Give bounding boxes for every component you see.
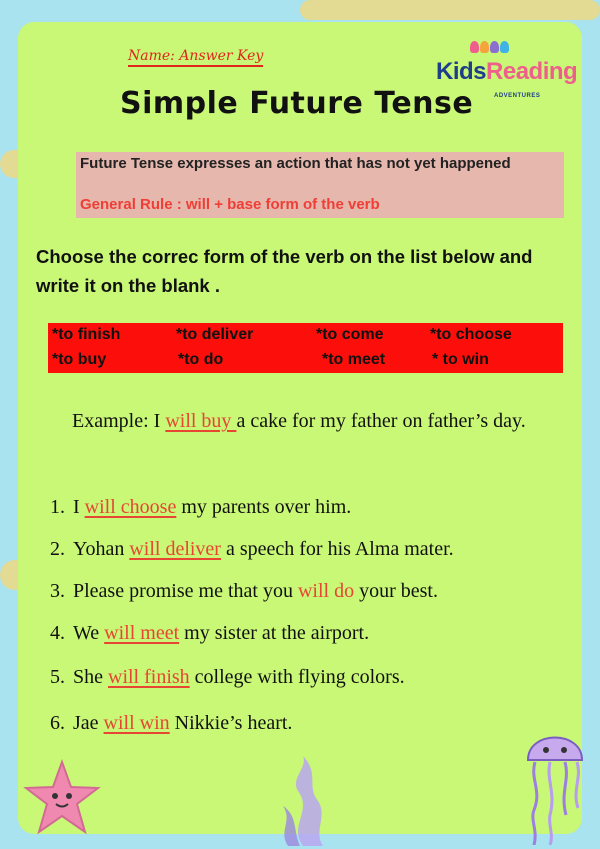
item-text-before: I — [73, 496, 85, 518]
item-number: 2. — [50, 538, 65, 560]
rule-box — [76, 152, 564, 218]
general-rule: General Rule : will + base form of the verb — [80, 196, 380, 213]
page-title: Simple Future Tense — [120, 86, 474, 121]
exercise-item — [50, 580, 438, 603]
starfish-icon — [22, 758, 102, 838]
item-text-after: my parents over him. — [176, 496, 352, 518]
item-number: 3. — [50, 580, 65, 602]
logo-subtitle: ADVENTURES — [494, 93, 541, 99]
item-text-after: a speech for his Alma mater. — [220, 538, 454, 560]
item-answer: will meet — [104, 622, 180, 644]
item-number: 1. — [50, 496, 65, 518]
verb-option: *to do — [178, 351, 224, 368]
item-answer: will choose — [84, 496, 177, 518]
item-text-after: your best. — [354, 580, 438, 602]
tense-definition: Future Tense expresses an action that has not yet happened — [80, 155, 511, 172]
exercise-item — [50, 496, 351, 519]
item-text-before: Jae — [73, 712, 104, 734]
item-number: 6. — [50, 712, 65, 734]
item-text-after: college with flying colors. — [189, 666, 405, 688]
children-figures-icon — [470, 40, 510, 58]
item-text-after: my sister at the airport. — [179, 622, 370, 644]
exercise-item — [50, 538, 454, 561]
item-number: 5. — [50, 666, 65, 688]
seaweed-icon — [268, 756, 338, 846]
example-sentence: Example: I will buy a cake for my father on father’s day. — [72, 410, 526, 432]
background-wave — [300, 0, 600, 20]
item-text-before: Yohan — [73, 538, 130, 560]
jellyfish-icon — [520, 720, 590, 845]
logo-wordmark: KidsReading — [436, 58, 578, 85]
verb-option: *to finish — [52, 326, 121, 343]
verb-option: * to win — [432, 351, 489, 368]
verb-option: *to buy — [52, 351, 107, 368]
verb-option: *to choose — [430, 326, 512, 343]
item-text-before: We — [73, 622, 105, 644]
item-answer: will finish — [108, 666, 190, 688]
item-text-after: Nikkie’s heart. — [169, 712, 293, 734]
verb-option: *to come — [316, 326, 384, 343]
exercise-item — [50, 712, 292, 735]
verb-option: *to meet — [322, 351, 386, 368]
verb-option: *to deliver — [176, 326, 254, 343]
exercise-item — [50, 666, 405, 689]
item-text-before: Please promise me that you — [73, 580, 298, 602]
exercise-item — [50, 622, 369, 645]
item-text-before: She — [73, 666, 108, 688]
example-answer: will buy — [165, 410, 237, 432]
instructions: Choose the correc form of the verb on the list below and write it on the blank . — [36, 246, 533, 296]
verb-list-box — [48, 323, 563, 373]
item-answer: will do — [297, 580, 355, 602]
name-line: Name: Answer Key — [128, 48, 263, 67]
item-answer: will win — [103, 712, 170, 734]
item-number: 4. — [50, 622, 65, 644]
item-answer: will deliver — [129, 538, 221, 560]
